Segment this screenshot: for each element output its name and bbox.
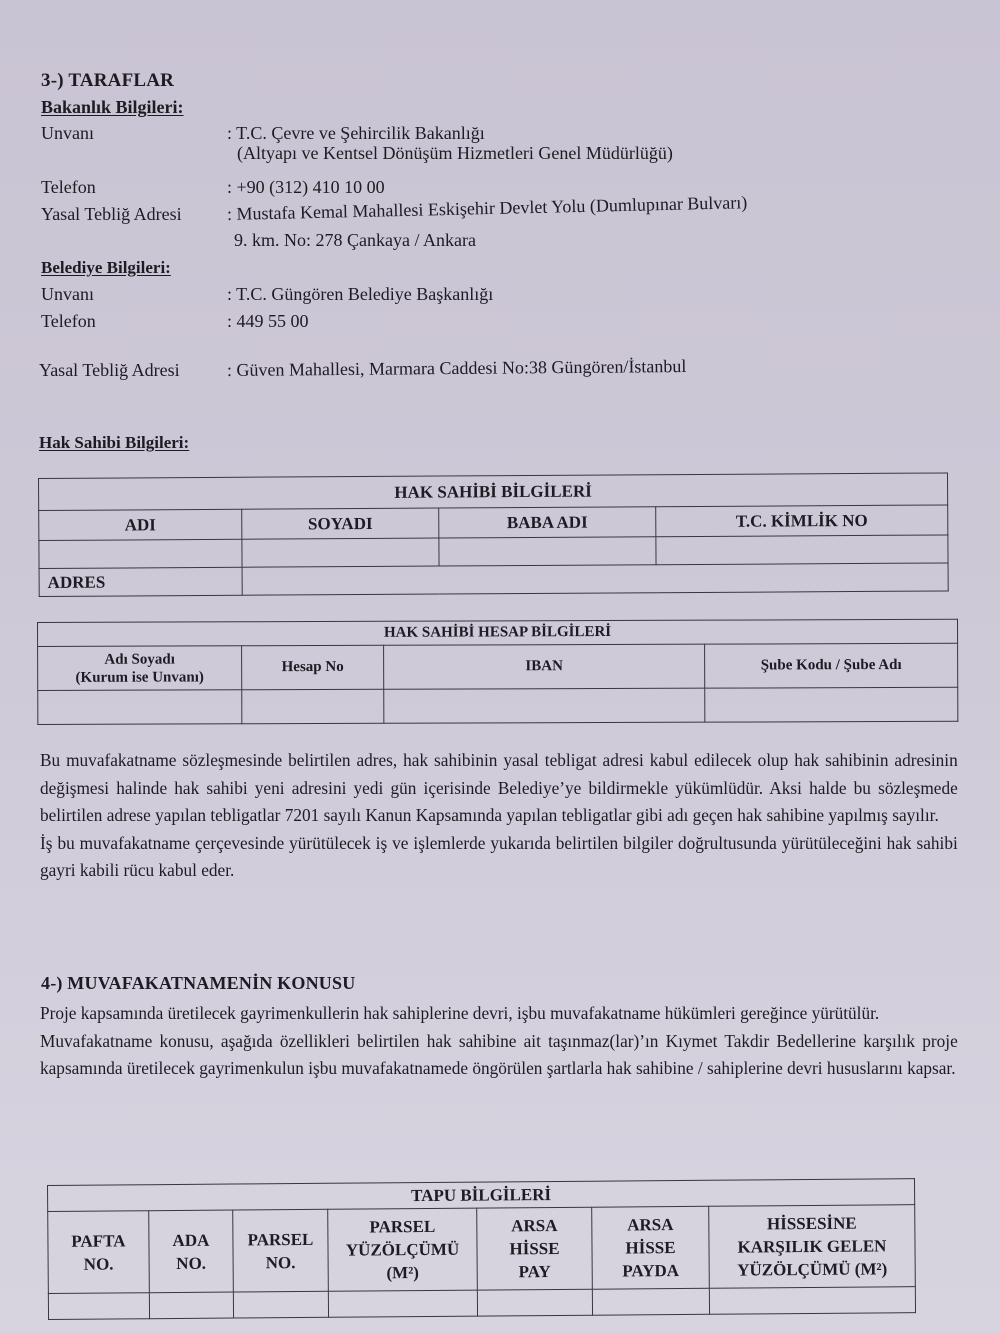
column-header-tc-id-no: T.C. KİMLİK NO — [656, 505, 948, 537]
column-header-parcel-no-line1: PARSEL — [247, 1229, 314, 1249]
ministry-address-value: : Mustafa Kemal Mahallesi Eskişehir Devlet Yolu (Dumlupınar Bulvarı) — [226, 192, 748, 224]
column-header-parcel-area-line1: PARSEL — [369, 1216, 436, 1237]
ministry-phone-label: Telefon — [41, 177, 96, 197]
municipality-title-value: : T.C. Güngören Belediye Başkanlığı — [227, 284, 494, 304]
block-no-field[interactable] — [149, 1292, 233, 1319]
column-header-parcel-no-line2: NO. — [265, 1252, 296, 1272]
municipality-phone-label: Telefon — [41, 311, 96, 331]
father-name-field[interactable] — [439, 537, 656, 566]
section-4-title: 4-) MUVAFAKATNAMENİN KONUSU — [41, 973, 356, 993]
deed-info-table — [47, 1178, 916, 1320]
section-3-title: 3-) TARAFLAR — [41, 70, 175, 91]
ministry-address-label: Yasal Tebliğ Adresi — [41, 204, 182, 224]
sheet-no-field[interactable] — [48, 1293, 149, 1320]
column-header-sheet-no-line1: PAFTA — [71, 1230, 126, 1251]
share-area-field[interactable] — [709, 1287, 915, 1315]
column-header-father-name: BABA ADI — [439, 507, 656, 538]
section-4-body — [40, 1000, 958, 1083]
ministry-phone-value: : +90 (312) 410 10 00 — [227, 177, 385, 197]
ministry-info-heading: Bakanlık Bilgileri: — [41, 97, 184, 117]
column-header-share-area-line3: YÜZÖLÇÜMÜ (M²) — [737, 1259, 888, 1280]
address-field[interactable] — [242, 563, 948, 595]
column-header-share-area-line1: HİSSESİNE — [766, 1213, 857, 1234]
column-header-land-share-denominator-line2: HİSSE — [625, 1238, 676, 1258]
branch-field[interactable] — [705, 687, 958, 722]
column-header-iban: IBAN — [384, 644, 705, 689]
column-header-surname: SOYADI — [242, 508, 439, 539]
municipality-info-heading: Belediye Bilgileri: — [41, 258, 171, 277]
column-header-block-no — [149, 1210, 234, 1293]
column-header-sheet-no — [48, 1211, 150, 1294]
ministry-address-value-2: 9. km. No: 278 Çankaya / Ankara — [234, 230, 476, 250]
ministry-title-label: Unvanı — [41, 123, 94, 143]
column-header-sheet-no-line2: NO. — [83, 1253, 114, 1274]
column-header-account-no: Hesap No — [242, 645, 384, 689]
column-header-parcel-area-line3: (M²) — [386, 1263, 420, 1283]
tc-id-no-field[interactable] — [656, 535, 948, 565]
land-share-numerator-field[interactable] — [477, 1289, 592, 1316]
iban-field[interactable] — [384, 688, 705, 723]
parcel-area-field[interactable] — [328, 1290, 477, 1317]
municipality-phone-value: : 449 55 00 — [227, 311, 309, 331]
municipality-address-label: Yasal Tebliğ Adresi — [39, 360, 180, 380]
column-header-land-share-numerator-line1: ARSA — [511, 1215, 558, 1236]
acceptance-paragraph: İş bu muvafakatname çerçevesinde yürütülecek iş ve işlemlerde yukarıda belirtilen bilgiler doğrultusunda yürütüleceğini hak sahibi gayri kabili rücu kabul eder. — [40, 832, 958, 880]
column-header-account-holder-sub: (Kurum ise Unvanı) — [75, 668, 204, 686]
column-header-block-no-line2: NO. — [176, 1253, 207, 1273]
right-holder-info-heading: Hak Sahibi Bilgileri: — [39, 433, 190, 452]
parcel-no-field[interactable] — [233, 1291, 328, 1318]
section-4-paragraph-1: Proje kapsamında üretilecek gayrimenkullerin hak sahiplerine devri, işbu muvafakatname hükümleri gereğince yürütülür. — [40, 1003, 880, 1023]
column-header-land-share-numerator — [477, 1207, 593, 1290]
right-holder-info-table-title: HAK SAHİBİ BİLGİLERİ — [39, 473, 948, 511]
notice-paragraph: Bu muvafakatname sözleşmesinde belirtilen adres, hak sahibinin yasal tebligat adresi kabul edilecek olup hak sahibinin adresinin değişmesi halinde hak sahibi yeni adresini yedi gün içerisinde Belediye’ye bildirmekle yükümlüdür. Aksi halde bu sözleşmede belirtilen adrese yapılan tebligatlar 7201 sayılı Kanun Kapsamında yapılan tebligatlar gibi adı geçen hak sahibine yapılmış sayılır. — [40, 750, 958, 825]
column-header-name: ADI — [39, 509, 242, 540]
right-holder-account-table — [37, 619, 958, 725]
deed-info-table-title: TAPU BİLGİLERİ — [48, 1179, 915, 1212]
column-header-land-share-numerator-line2: HİSSE — [509, 1238, 560, 1259]
column-header-parcel-no — [233, 1209, 329, 1292]
land-share-denominator-field[interactable] — [592, 1288, 709, 1315]
ministry-title-value: : T.C. Çevre ve Şehircilik Bakanlığı — [227, 123, 485, 143]
column-header-parcel-area-line2: YÜZÖLÇÜMÜ — [345, 1239, 460, 1260]
name-field[interactable] — [39, 539, 242, 568]
column-header-land-share-denominator-line1: ARSA — [627, 1215, 674, 1235]
municipality-title-label: Unvanı — [41, 284, 94, 304]
right-holder-info-table — [38, 472, 949, 597]
account-no-field[interactable] — [242, 689, 384, 723]
column-header-land-share-denominator-line3: PAYDA — [622, 1261, 680, 1281]
column-header-branch: Şube Kodu / Şube Adı — [705, 643, 958, 688]
column-header-share-area-line2: KARŞILIK GELEN — [737, 1236, 887, 1257]
column-header-share-area — [709, 1205, 916, 1289]
column-header-parcel-area — [328, 1208, 478, 1291]
right-holder-account-table-title: HAK SAHİBİ HESAP BİLGİLERİ — [38, 619, 958, 646]
account-holder-field[interactable] — [38, 690, 242, 725]
municipality-address-value: : Güven Mahallesi, Marmara Caddesi No:38 Güngören/İstanbul — [226, 355, 687, 380]
column-header-account-holder — [38, 646, 242, 691]
surname-field[interactable] — [242, 538, 439, 567]
column-header-block-no-line1: ADA — [172, 1230, 210, 1250]
section-4-paragraph-2: Muvafakatname konusu, aşağıda özellikleri belirtilen hak sahibine ait taşınmaz(lar)’ın Kıymet Takdir Bedellerine karşılık proje kapsamında üretilecek gayrimenkulun işbu muvafakatnamede öngörülen şartlarla hak sahibine / sahiplerine devri hususlarını kapsar. — [40, 1030, 958, 1078]
notice-section — [40, 747, 958, 885]
column-header-land-share-numerator-line3: PAY — [518, 1262, 551, 1282]
column-header-account-holder-label: Adı Soyadı — [104, 651, 175, 668]
ministry-title-value-2: (Altyapı ve Kentsel Dönüşüm Hizmetleri Genel Müdürlüğü) — [237, 143, 673, 163]
column-header-land-share-denominator — [592, 1206, 710, 1289]
address-label: ADRES — [39, 567, 242, 596]
